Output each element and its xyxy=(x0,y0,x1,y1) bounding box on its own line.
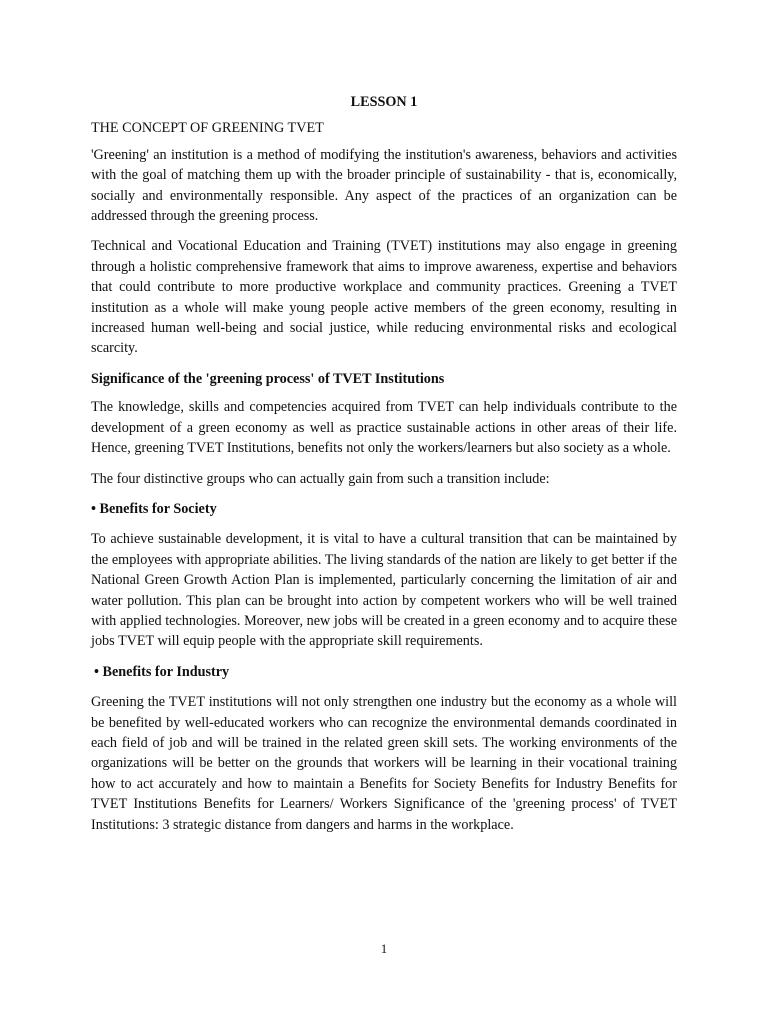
paragraph-greening-definition: 'Greening' an institution is a method of modifying the institution's awareness, behaviors and activities with the goal of matching them up with the broader principle of sustainability - that is, economically, socially and environmentally responsible. Any aspect of the practices of an organization can be addressed through the greening process. xyxy=(91,146,677,225)
paragraph-knowledge-skills: The knowledge, skills and competencies acquired from TVET can help individuals contribute to the development of a green economy as well as practice sustainable actions in other areas of their life. Hence, greening TVET Institutions, benefits not only the workers/learners but also society as a whole. xyxy=(91,399,677,457)
paragraph-four-groups: The four distinctive groups who can actually gain from such a transition include: xyxy=(91,470,550,487)
paragraph-benefits-industry: Greening the TVET institutions will not only strengthen one industry but the economy as a whole will be benefited by well-educated workers who can recognize the environmental demands coordinated in each field of job and will be trained in the related green skill sets. The working environments of the organizations will be better on the grounds that workers will be learning in their vocational training how to act accurately and how to maintain a Benefits for Society Benefits for Industry Benefits for TVET Institutions Benefits for Learners/ Workers Significance of the 'greening process' of TVET Institutions: 3 strategic distance from dangers and harms in the workplace. xyxy=(91,694,677,833)
paragraph-benefits-society: To achieve sustainable development, it is vital to have a cultural transition that can be maintained by the employees with appropriate abilities. The living standards of the nation are likely to get better if the National Green Growth Action Plan is implemented, particularly concerning the limitation of air and water pollution. This plan can be brought into action by competent workers who will be well trained with applied technologies. Moreover, new jobs will be created in a green economy and to acquire these jobs TVET will equip people with the appropriate skill requirements. xyxy=(91,531,677,650)
paragraph-tvet-framework: Technical and Vocational Education and Training (TVET) institutions may also engage in greening through a holistic comprehensive framework that aims to improve awareness, expertise and behaviors that could contribute to more productive workplace and community practices. Greening a TVET institution as a whole will make young people active members of the green economy, resulting in increased human well-being and social justice, while reducing environmental risks and ecological scarcity. xyxy=(91,238,677,357)
significance-heading: Significance of the 'greening process' of TVET Institutions xyxy=(91,370,445,387)
section-heading: THE CONCEPT OF GREENING TVET xyxy=(91,120,324,137)
bullet-benefits-industry: • Benefits for Industry xyxy=(94,663,230,680)
document-page xyxy=(91,92,677,845)
bullet-benefits-society: • Benefits for Society xyxy=(91,500,217,517)
lesson-title: LESSON 1 xyxy=(350,94,418,110)
page-number: 1 xyxy=(380,941,388,956)
